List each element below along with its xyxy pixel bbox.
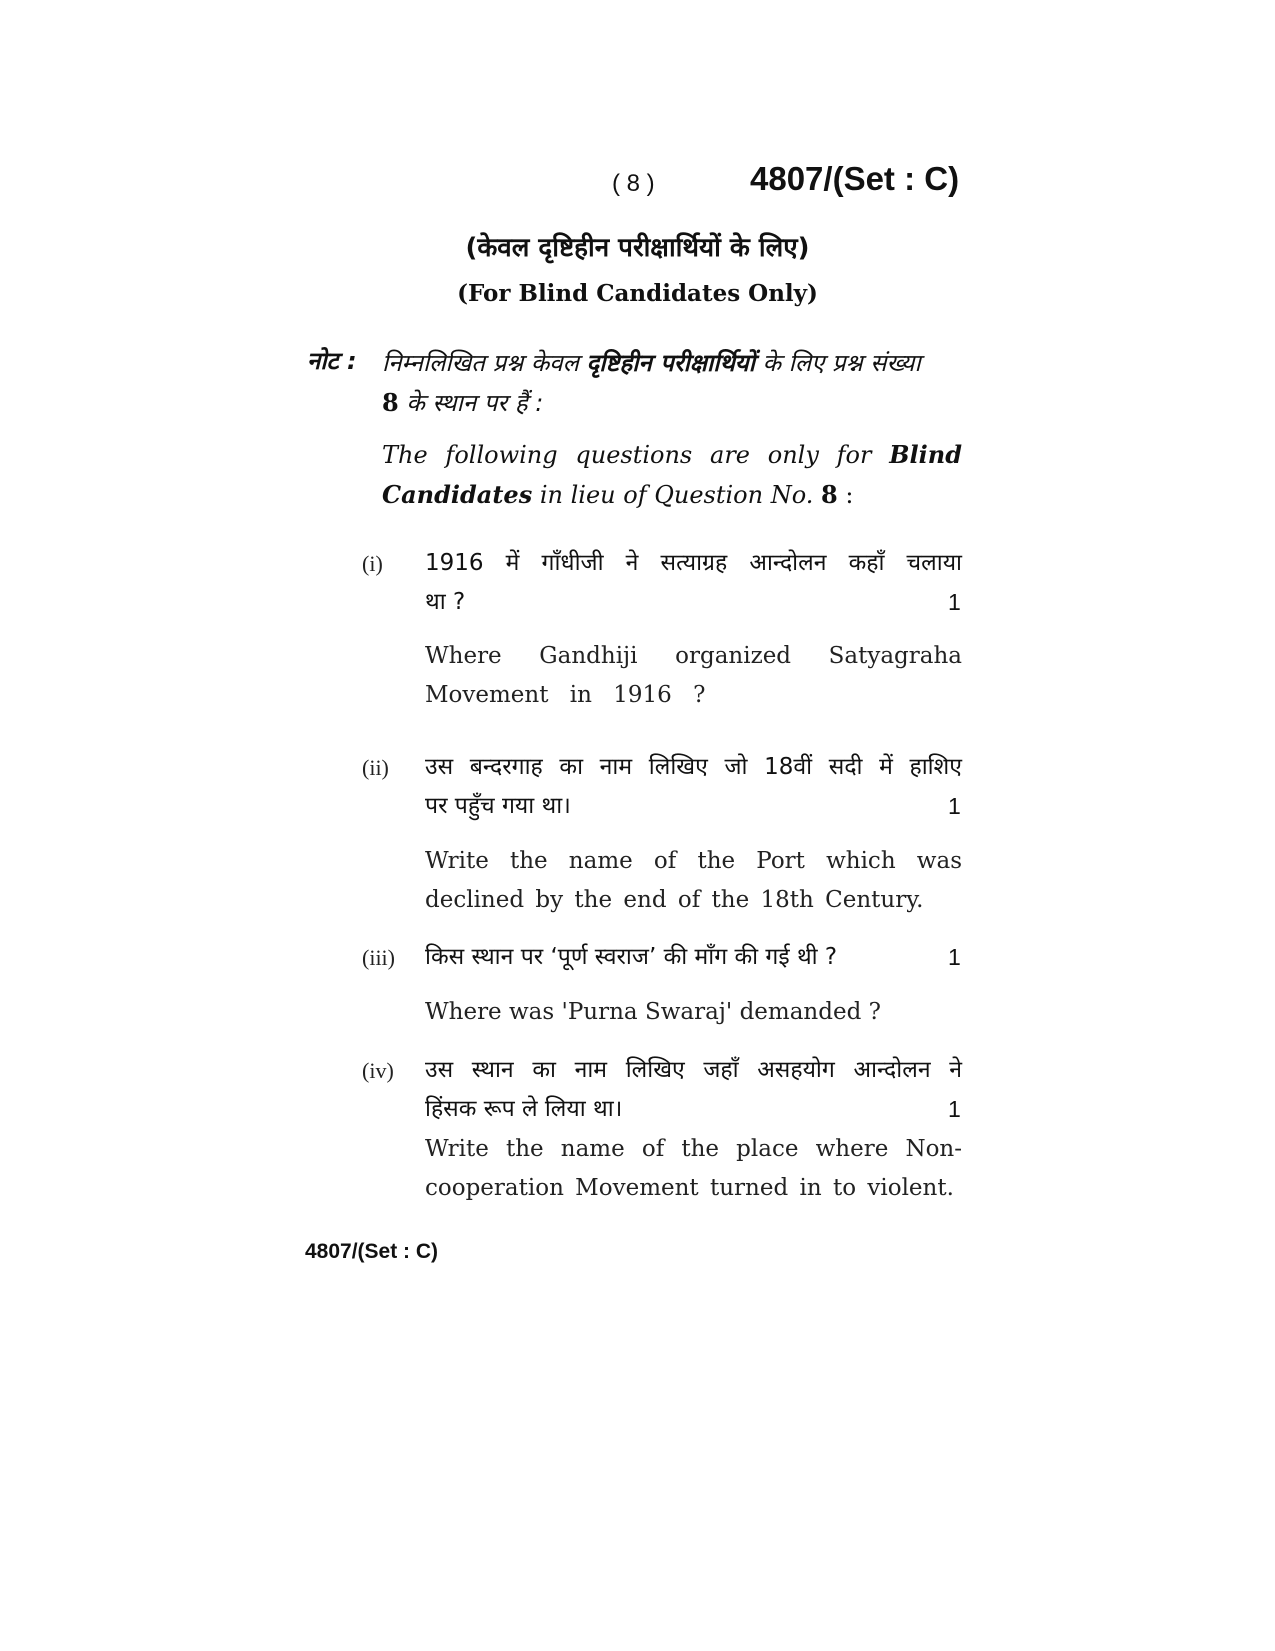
note-hindi-part3: के स्थान पर हैं : [406, 389, 544, 417]
question-marks: 1 [948, 793, 961, 819]
note-label: नोट : [307, 347, 357, 375]
question-marks: 1 [948, 589, 961, 615]
note-english [382, 435, 962, 515]
question-number: (iv) [362, 1058, 394, 1083]
note-english-colon: : [845, 481, 854, 509]
question-hindi-line1: उस बन्दरगाह का नाम लिखिए जो 18वीं सदी में हाशिए [425, 754, 962, 780]
paper-code-footer: 4807/(Set : C) [305, 1240, 439, 1263]
question-number: (i) [362, 551, 383, 576]
question-hindi-line2: हिंसक रूप ले लिया था। [425, 1096, 623, 1122]
note-english-part1: The following questions are only for [382, 441, 872, 469]
question-number: (ii) [362, 755, 389, 780]
question-english: Where Gandhiji organized Satyagraha Movement in 1916 ? [425, 643, 962, 708]
note-hindi-bold: दृष्टिहीन परीक्षार्थियों [586, 349, 755, 377]
question-hindi-line1: उस स्थान का नाम लिखिए जहाँ असहयोग आन्दोलन ने [425, 1057, 962, 1083]
note-hindi [382, 344, 962, 423]
note-english-bold: Blind Candidates [382, 440, 962, 509]
note-hindi-number: 8 [382, 388, 399, 417]
question-marks: 1 [948, 944, 961, 970]
question-hindi-line2: पर पहुँच गया था। [425, 793, 571, 819]
paper-code-header: 4807/(Set : C) [750, 160, 960, 197]
page-number: ( 8 ) [612, 170, 655, 197]
heading-hindi: (केवल दृष्टिहीन परीक्षार्थियों के लिए) [465, 233, 810, 263]
note-english-part2: in lieu of Question No. [539, 481, 814, 509]
note-hindi-part2: के लिए प्रश्न संख्या [762, 349, 921, 377]
note-hindi-part1: निम्नलिखित प्रश्न केवल [382, 349, 579, 377]
question-english: Write the name of the place where Non-cooperation Movement turned in to violent. [425, 1136, 962, 1201]
question-hindi-line2: था ? [425, 589, 466, 615]
heading-english: (For Blind Candidates Only) [457, 280, 818, 307]
note-english-number: 8 [821, 480, 838, 509]
question-english: Write the name of the Port which was declined by the end of the 18th Century. [425, 848, 962, 913]
question-hindi-line1: 1916 में गाँधीजी ने सत्याग्रह आन्दोलन कहाँ चलाया [425, 550, 962, 576]
question-english: Where was 'Purna Swaraj' demanded ? [425, 999, 881, 1025]
question-marks: 1 [948, 1096, 961, 1122]
question-hindi-line1: किस स्थान पर ‘पूर्ण स्वराज’ की माँग की गई थी ? [425, 944, 838, 970]
question-number: (iii) [362, 945, 395, 970]
